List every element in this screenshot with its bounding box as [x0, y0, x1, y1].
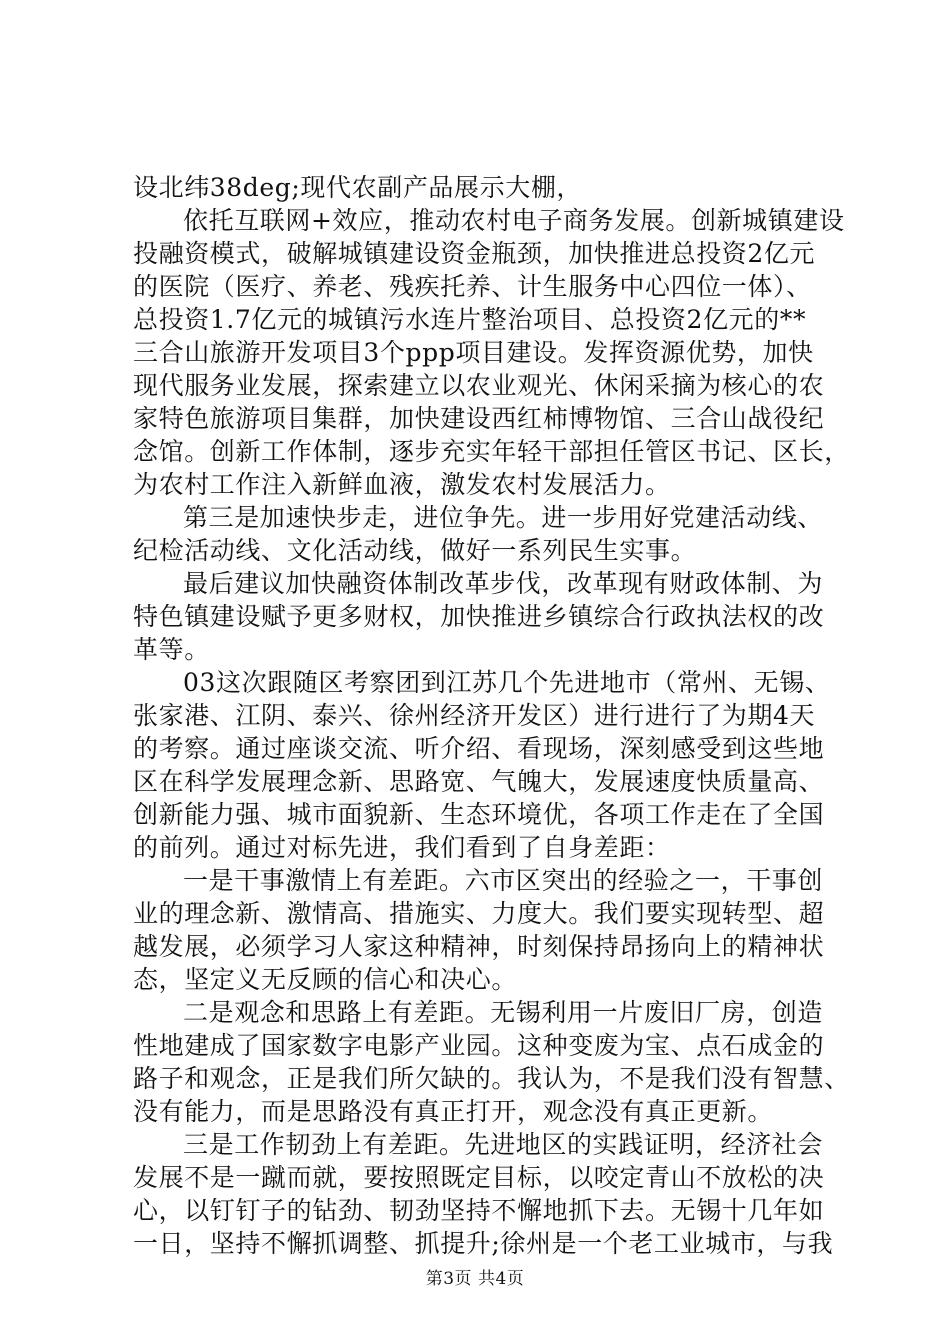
text-line: 投融资模式，破解城镇建设资金瓶颈，加快推进总投资2亿元: [133, 239, 816, 268]
text-line: 态，坚定义无反顾的信心和决心。: [133, 965, 518, 994]
text-line: 一日，坚持不懈抓调整、抓提升;徐州是一个老工业城市，与我: [133, 1229, 834, 1258]
text-line: 革等。: [133, 635, 210, 664]
paragraph-start-line: 二是观念和思路上有差距。无锡利用一片废旧厂房，创造: [183, 998, 824, 1027]
paragraph-start-line: 最后建议加快融资体制改革步伐，改革现有财政体制、为: [183, 569, 824, 598]
text-line: 家特色旅游项目集群，加快建设西红柿博物馆、三合山战役纪: [133, 404, 825, 433]
text-line: 发展不是一蹴而就，要按照既定目标，以咬定青山不放松的决: [133, 1163, 825, 1192]
text-line: 为农村工作注入新鲜血液，激发农村发展活力。: [133, 470, 671, 499]
paragraph-start-line: 依托互联网+效应，推动农村电子商务发展。创新城镇建设: [183, 206, 845, 235]
text-line: 的前列。通过对标先进，我们看到了自身差距：: [133, 833, 671, 862]
text-line: 特色镇建设赋予更多财权，加快推进乡镇综合行政执法权的改: [133, 602, 825, 631]
text-line: 创新能力强、城市面貌新、生态环境优，各项工作走在了全国: [133, 800, 825, 829]
text-line: 设北纬38deg;现代农副产品展示大棚，: [133, 173, 583, 202]
paragraph-start-line: 第三是加速快步走，进位争先。进一步用好党建活动线、: [183, 503, 824, 532]
text-line: 性地建成了国家数字电影产业园。这种变废为宝、点石成金的: [133, 1031, 825, 1060]
text-line: 纪检活动线、文化活动线，做好一系列民生实事。: [133, 536, 697, 565]
text-line: 心，以钉钉子的钻劲、韧劲坚持不懈地抓下去。无锡十几年如: [133, 1196, 825, 1225]
text-line: 路子和观念，正是我们所欠缺的。我认为，不是我们没有智慧、: [133, 1064, 850, 1093]
page-number-footer: 第3页 共4页: [425, 1269, 525, 1289]
text-line: 张家港、江阴、泰兴、徐州经济开发区）进行进行了为期4天: [133, 701, 816, 730]
text-line: 现代服务业发展，探索建立以农业观光、休闲采摘为核心的农: [133, 371, 825, 400]
text-line: 总投资1.7亿元的城镇污水连片整治项目、总投资2亿元的**: [133, 305, 807, 334]
paragraph-start-line: 03这次跟随区考察团到江苏几个先进地市（常州、无锡、: [183, 668, 831, 697]
text-line: 念馆。创新工作体制，逐步充实年轻干部担任管区书记、区长，: [133, 437, 850, 466]
body-text: [133, 171, 850, 1260]
text-line: 没有能力，而是思路没有真正打开，观念没有真正更新。: [133, 1097, 774, 1126]
text-line: 的医院（医疗、养老、残疾托养、计生服务中心四位一体）、: [133, 272, 812, 301]
text-line: 三合山旅游开发项目3个ppp项目建设。发挥资源优势，加快: [133, 338, 814, 367]
paragraph-start-line: 三是工作韧劲上有差距。先进地区的实践证明，经济社会: [183, 1130, 824, 1159]
paragraph-start-line: 一是干事激情上有差距。六市区突出的经验之一，干事创: [183, 866, 824, 895]
text-line: 越发展，必须学习人家这种精神，时刻保持昂扬向上的精神状: [133, 932, 825, 961]
text-line: 的考察。通过座谈交流、听介绍、看现场，深刻感受到这些地: [133, 734, 825, 763]
text-line: 区在科学发展理念新、思路宽、气魄大，发展速度快质量高、: [133, 767, 825, 796]
text-line: 业的理念新、激情高、措施实、力度大。我们要实现转型、超: [133, 899, 825, 928]
